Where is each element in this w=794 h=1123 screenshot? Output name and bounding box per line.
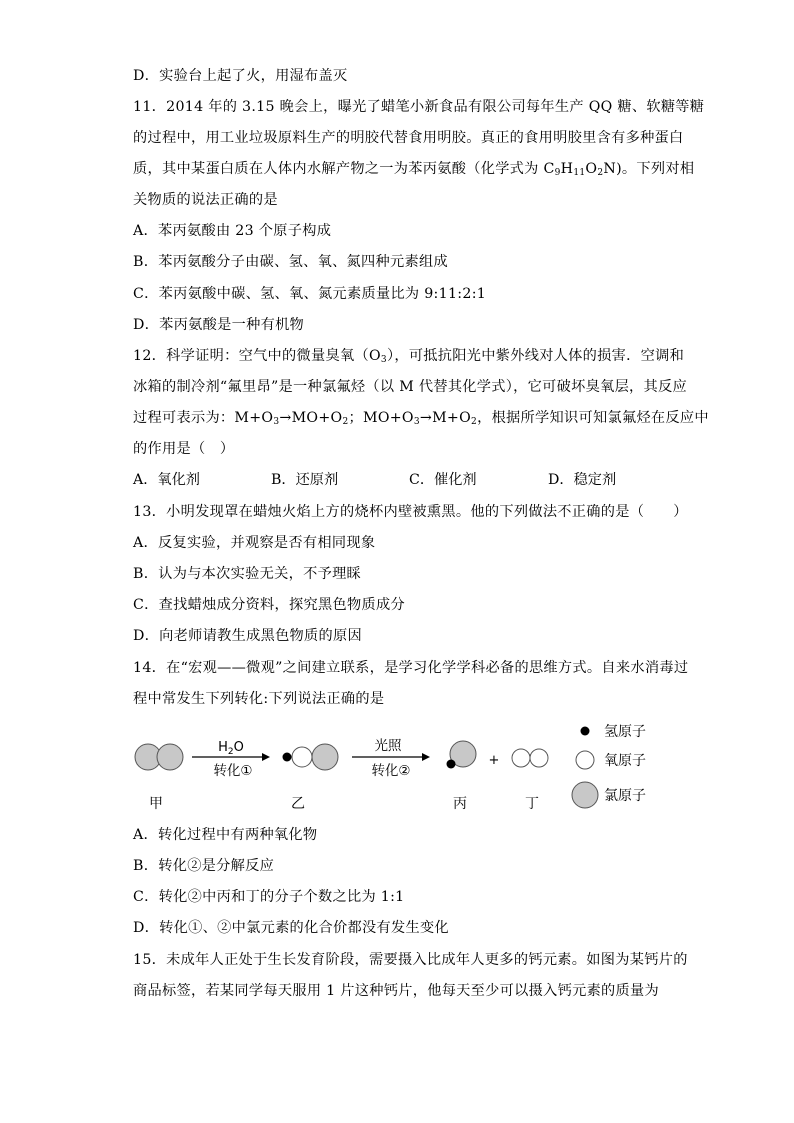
option-d-prev: D．实验台上起了火，用湿布盖灭 [133, 68, 348, 84]
q12-line-2: 冰箱的制冷剂“氟里昂”是一种氯氟烃（以 M 代替其化学式），它可破坏臭氧层，其反应 [133, 379, 688, 395]
legend-chlorine-label: 氯原子 [604, 788, 646, 804]
legend-oxygen-symbol [576, 751, 594, 769]
label-jia: 甲 [149, 796, 163, 812]
ding-o-atom-2 [530, 749, 548, 767]
q14-option-c: C．转化②中丙和丁的分子个数之比为 1:1 [133, 889, 405, 905]
q12-option-d: D．稳定剂 [548, 472, 617, 488]
jia-cl-atom-2 [157, 744, 183, 770]
plus-sign: + [488, 753, 500, 768]
q12-option-a: A．氧化剂 [133, 472, 200, 488]
q14-line-1: 14．在“宏观——微观”之间建立联系，是学习化学学科必备的思维方式。自来水消毒过 [133, 660, 689, 676]
q14-option-d: D．转化①、②中氯元素的化合价都没有发生变化 [133, 920, 449, 936]
yi-cl-atom [312, 744, 338, 770]
bing-h-atom [447, 760, 456, 769]
arrow-1-head [262, 753, 270, 761]
q14-line-2: 程中常发生下列转化:下列说法正确的是 [133, 691, 385, 707]
label-bing: 丙 [453, 796, 467, 812]
q12-line-3: 过程可表示为：$M+O_3\to MO+O_2$；$MO+O_3\to M+O_2$，根据所学知识可知氯氟烃在反应中 [133, 410, 709, 427]
legend-hydrogen-label: 氢原子 [604, 724, 646, 740]
q15-line-2: 商品标签，若某同学每天服用 1 片这种钙片，他每天至少可以摄入钙元素的质量为 [133, 983, 660, 999]
arrow-2-top-label: 光照 [374, 738, 402, 754]
q12-option-b: B．还原剂 [271, 472, 339, 488]
q14-option-b: B．转化②是分解反应 [133, 858, 275, 874]
q11-line-3: 质，其中某蛋白质在人体内水解产物之一为苯丙氨酸（化学式为 $C_9H_{11}O_2N$)。下列对相 [133, 161, 695, 178]
yi-h-atom [283, 753, 292, 762]
q11-line-4: 关物质的说法正确的是 [133, 192, 278, 208]
q11-option-d: D．苯丙氨酸是一种有机物 [133, 317, 305, 333]
q13-option-a: A．反复实验，并观察是否有相同现象 [133, 535, 376, 551]
q13-option-c: C．查找蜡烛成分资料，探究黑色物质成分 [133, 597, 405, 613]
q14-option-a: A．转化过程中有两种氧化物 [133, 827, 318, 843]
q11-option-b: B．苯丙氨酸分子由碳、氢、氧、氮四种元素组成 [133, 254, 448, 270]
legend-oxygen-label: 氧原子 [604, 753, 646, 769]
q12-line-1: 12．科学证明：空气中的微量臭氧$(O_3)$，可抵抗阳光中紫外线对人体的损害．空调和 [133, 348, 685, 365]
q11-line-2: 的过程中，用工业垃圾原料生产的明胶代替食用明胶。真正的食用明胶里含有多种蛋白 [133, 130, 684, 146]
label-yi: 乙 [291, 796, 305, 812]
label-ding: 丁 [525, 796, 539, 812]
ding-o-atom-1 [512, 749, 530, 767]
arrow-1-top-label: $H_2O$ [218, 740, 244, 757]
q13-option-b: B．认为与本次实验无关，不予理睬 [133, 566, 362, 582]
q11-option-a: A．苯丙氨酸由 23 个原子构成 [133, 223, 332, 239]
q11-option-c: C．苯丙氨酸中碳、氢、氧、氮元素质量比为 9:11:2:1 [133, 286, 487, 302]
arrow-2-bottom-label: 转化② [371, 763, 411, 779]
q13-option-d: D．向老师请教生成黑色物质的原因 [133, 628, 362, 644]
q15-line-1: 15．未成年人正处于生长发育阶段，需要摄入比成年人更多的钙元素。如图为某钙片的 [133, 952, 688, 968]
q12-line-4: 的作用是（ ） [133, 441, 235, 457]
q11-line-1: 11．2014 年的 3.15 晚会上，曝光了蜡笔小新食品有限公司每年生产 QQ 糖、软糖等糖 [133, 99, 705, 115]
q12-option-c: C．催化剂 [409, 472, 477, 488]
arrow-1-bottom-label: 转化① [213, 763, 253, 779]
legend-hydrogen-symbol [581, 727, 590, 736]
yi-o-atom [292, 747, 312, 767]
legend-chlorine-symbol [572, 782, 598, 808]
q13-line-1: 13．小明发现罩在蜡烛火焰上方的烧杯内壁被熏黑。他的下列做法不正确的是（ ） [133, 504, 688, 520]
arrow-2-head [422, 753, 430, 761]
